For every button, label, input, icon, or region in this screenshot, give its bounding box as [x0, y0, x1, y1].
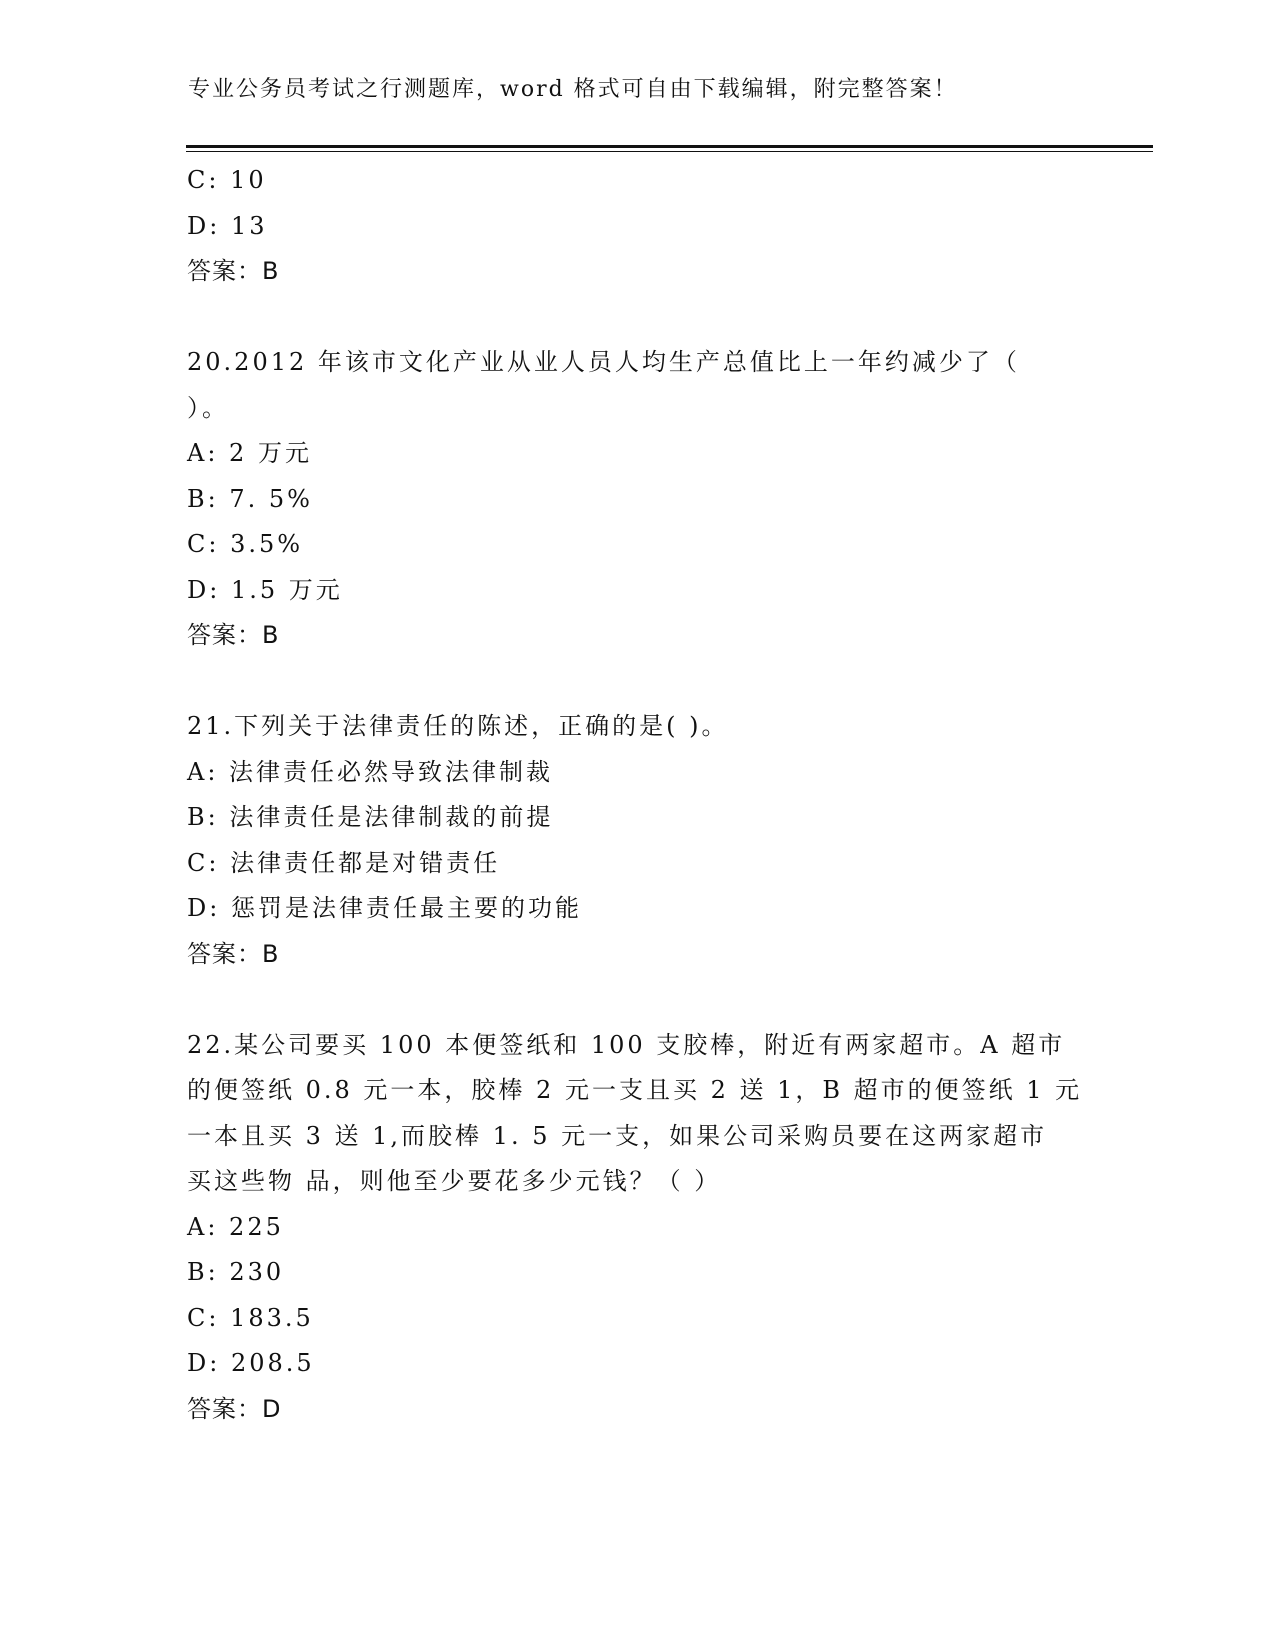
answer-line: 答案：B — [187, 621, 280, 649]
answer-line: 答案：B — [187, 257, 280, 285]
question-line: ）。 — [187, 393, 229, 422]
question-line: 的便签纸 0.8 元一本，胶棒 2 元一支且买 2 送 1，B 超市的便签纸 1 元 — [187, 1076, 1083, 1104]
question-line: 20.2012 年该市文化产业从业人员人均生产总值比上一年约减少了（ — [187, 348, 1020, 376]
question-line: D: 惩罚是法律责任最主要的功能 — [187, 894, 582, 922]
question-line: A: 法律责任必然导致法律制裁 — [187, 757, 554, 786]
question-line: B: 230 — [187, 1258, 285, 1286]
question-line: A: 225 — [187, 1212, 284, 1241]
question-line: C: 10 — [187, 166, 267, 194]
question-line: 22.某公司要买 100 本便签纸和 100 支胶棒，附近有两家超市。A 超市 — [187, 1030, 1066, 1059]
block-spacer — [187, 977, 1087, 1023]
question-line: D: 208.5 — [187, 1349, 315, 1377]
page-header: 专业公务员考试之行测题库，word 格式可自由下载编辑，附完整答案！ — [188, 77, 958, 102]
header-rule-thin — [186, 151, 1153, 152]
question-line: C: 183.5 — [187, 1303, 314, 1332]
question-line: C: 法律责任都是对错责任 — [187, 848, 501, 877]
question-block — [187, 340, 1087, 659]
question-line: B: 7. 5% — [187, 484, 313, 513]
question-block — [187, 1023, 1087, 1433]
question-line: C: 3.5% — [187, 530, 304, 558]
answer-line: 答案：D — [187, 1394, 282, 1423]
question-line: B: 法律责任是法律制裁的前提 — [187, 803, 554, 831]
question-line: D: 1.5 万元 — [187, 575, 343, 604]
question-content — [187, 158, 1087, 1432]
block-spacer — [187, 295, 1087, 341]
answer-line: 答案：B — [187, 939, 280, 968]
question-line: D: 13 — [187, 211, 268, 240]
header-rule-thick — [186, 145, 1153, 148]
question-block — [187, 704, 1087, 977]
block-spacer — [187, 659, 1087, 705]
question-line: 21.下列关于法律责任的陈述，正确的是( )。 — [187, 712, 729, 740]
question-line: A: 2 万元 — [187, 439, 312, 467]
question-line: 一本且买 3 送 1,而胶棒 1. 5 元一支，如果公司采购员要在这两家超市 — [187, 1121, 1048, 1150]
question-line: 买这些物 品，则他至少要花多少元钱？（ ） — [187, 1167, 722, 1195]
question-block — [187, 158, 1087, 295]
